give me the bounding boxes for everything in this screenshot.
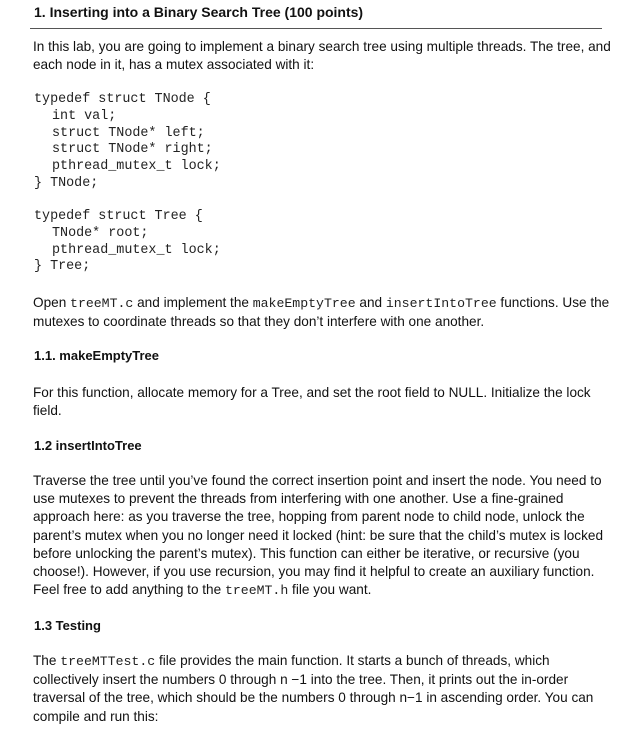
filename-treemttest-c: treeMTTest.c: [60, 654, 156, 669]
filename-treemt-h: treeMT.h: [224, 583, 289, 599]
code-line: TNode* root;: [52, 225, 149, 241]
code-line: pthread_mutex_t lock;: [52, 159, 221, 175]
subsection-title-1-1: 1.1. makeEmptyTree: [34, 348, 160, 363]
code-line: } Tree;: [34, 259, 91, 275]
function-name-make-empty-tree: makeEmptyTree: [252, 296, 356, 311]
subsection-title-1-3: 1.3 Testing: [34, 618, 101, 633]
paragraph-1-1: For this function, allocate memory for a Tree, and set the root field to NULL. Initialize the lock field.: [33, 385, 591, 419]
text-run: file you want.: [288, 582, 372, 598]
subsection-title-1-2: 1.2 insertIntoTree: [34, 438, 142, 453]
code-line: typedef struct Tree {: [34, 209, 203, 224]
text-run: Traverse the tree until you’ve found the correct insertion point and insert the node. You need to use mutexes to prevent the threads from interfering with one another. Use a fine-grained approach here: as you traverse the tree, hopping from parent node to child node, unlock the parent’s mutex when you no longer need it locked (hint: be sure that the child’s mutex is locked before unlocking the parent’s mutex). This function can either be iterative, or recursive (you choose!). However, if you use recursion, you may find it helpful to create an auxiliary function. Feel free to add anything to the: [33, 473, 604, 598]
code-line: } TNode;: [34, 175, 99, 191]
code-line: int val;: [52, 108, 117, 124]
heading-underline: [30, 28, 602, 29]
function-name-insert-into-tree: insertIntoTree: [385, 296, 497, 311]
intro-paragraph: In this lab, you are going to implement a binary search tree using multiple threads. The tree, and each node in it, has a mutex associated with it:: [33, 39, 611, 73]
text-run: The: [33, 653, 61, 668]
code-line: struct TNode* right;: [52, 142, 213, 158]
open-paragraph: [33, 294, 613, 331]
paragraph-1-3: [33, 652, 613, 726]
text-run: file provides the main function. It starts a bunch of threads, which collectively insert the numbers 0 through n −1 into the tree. Then, it prints out the in-order traversal of the tree, which should be the numbers 0 through n−1 in ascending order. You can compile and run this:: [33, 653, 594, 724]
code-line: pthread_mutex_t lock;: [52, 242, 221, 258]
code-line: typedef struct TNode {: [34, 92, 211, 107]
code-block-tree: [34, 209, 221, 276]
code-block-tnode: [34, 92, 221, 193]
text-run: Open: [33, 295, 71, 310]
code-line: struct TNode* left;: [52, 125, 205, 141]
paragraph-1-2: [33, 472, 613, 600]
filename-treemt-c: treeMT.c: [70, 296, 134, 311]
section-heading: 1. Inserting into a Binary Search Tree (100 points): [34, 4, 364, 20]
text-run: and implement the: [133, 295, 253, 310]
text-run: functions. Use the mutexes to coordinate threads so that they don’t interfere with one another.: [33, 295, 610, 330]
text-run: and: [355, 295, 386, 310]
